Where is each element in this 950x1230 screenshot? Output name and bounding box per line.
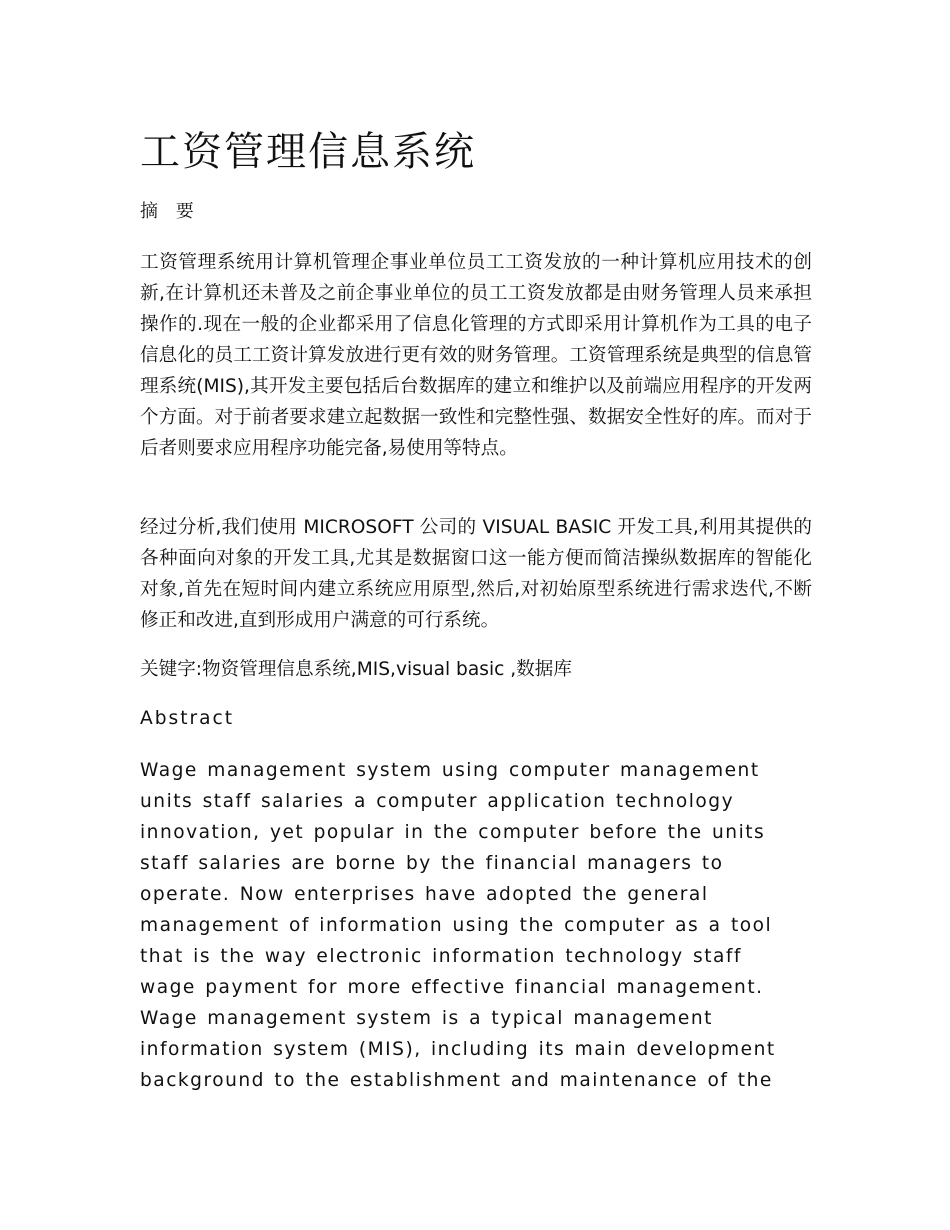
english-line: that is the way electronic information technology staff [140, 946, 742, 967]
abstract-heading-chinese: 摘 要 [140, 201, 200, 222]
english-line: background to the establishment and maintenance of the [140, 1070, 773, 1091]
english-line: operate. Now enterprises have adopted the general [140, 884, 709, 905]
abstract-paragraph-1: 工资管理系统用计算机管理企事业单位员工工资发放的一种计算机应用技术的创新,在计算机还未普及之前企事业单位的员工工资发放都是由财务管理人员来承担操作的.现在一般的企业都采用了信息化管理的方式即采用计算机作为工具的电子信息化的员工工资计算发放进行更有效的财务管理。工资管理系统是典型的信息管理系统(MIS),其开发主要包括后台数据库的建立和维护以及前端应用程序的开发两个方面。对于前者要求建立起数据一致性和完整性强、数据安全性好的库。而对于后者则要求应用程序功能完备,易使用等特点。 [140, 252, 812, 459]
document-title: 工资管理信息系统 [140, 129, 476, 175]
keywords-line: 关键字:物资管理信息系统,MIS,visual basic ,数据库 [140, 659, 572, 680]
english-line: Wage management system using computer management [140, 760, 760, 781]
english-line: Wage management system is a typical management [140, 1008, 713, 1029]
english-line: units staff salaries a computer application technology [140, 791, 735, 812]
abstract-heading-english: Abstract [140, 708, 235, 729]
abstract-paragraph-2: 经过分析,我们使用 MICROSOFT 公司的 VISUAL BASIC 开发工具,利用其提供的各种面向对象的开发工具,尤其是数据窗口这一能方便而简洁操纵数据库的智能化对象,首先在短时间内建立系统应用原型,然后,对初始原型系统进行需求迭代,不断修正和改进,直到形成用户满意的可行系统。 [140, 517, 812, 631]
english-abstract-paragraph [140, 755, 840, 1096]
english-line: innovation, yet popular in the computer before the units [140, 822, 766, 843]
english-line: wage payment for more effective financial management. [140, 977, 764, 998]
english-line: management of information using the computer as a tool [140, 915, 773, 936]
english-line: information system (MIS), including its main development [140, 1039, 776, 1060]
english-line: staff salaries are borne by the financial managers to [140, 853, 724, 874]
document-page [140, 0, 812, 1230]
